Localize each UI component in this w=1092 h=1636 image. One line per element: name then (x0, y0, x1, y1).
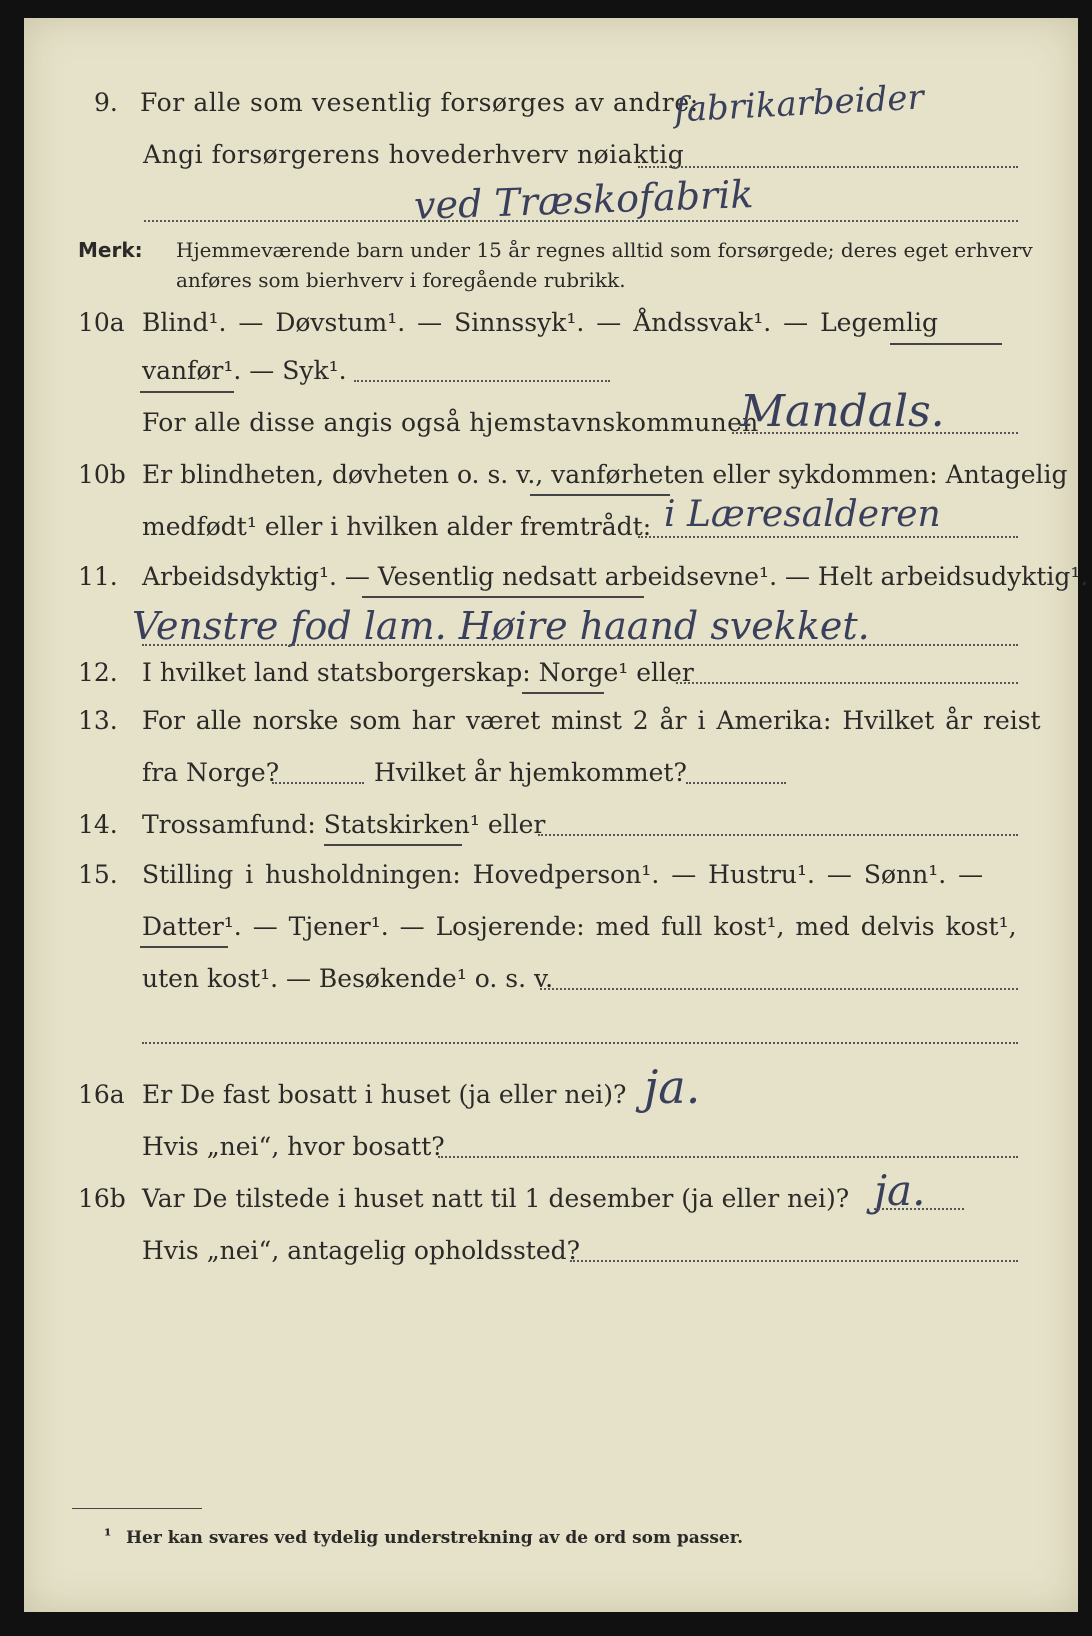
answer-underline (890, 343, 1002, 345)
answer-line (638, 166, 1018, 168)
question-11-number: 11. (78, 562, 118, 591)
question-9-line1: For alle som vesentlig forsørges av andre: (140, 88, 699, 117)
answer-line (570, 1260, 1018, 1262)
question-13-line1: For alle norske som har været minst 2 år i Amerika: Hvilket år reist (142, 706, 1041, 735)
question-9-number: 9. (94, 88, 118, 117)
question-11-line1: Arbeidsdyktig¹. — Vesentlig nedsatt arbeidsevne¹. — Helt arbeidsudyktig¹. (142, 562, 1089, 591)
question-16b-line2: Hvis „nei“, antagelig opholdssted? (142, 1236, 581, 1265)
answer-line (638, 536, 1018, 538)
question-16a-line2: Hvis „nei“, hvor bosatt? (142, 1132, 445, 1161)
question-15-line1: Stilling i husholdningen: Hovedperson¹. — Hustru¹. — Sønn¹. — (142, 860, 984, 889)
question-16b-answer: ja. (874, 1166, 926, 1215)
footnote-mark: ¹ (104, 1526, 112, 1546)
question-15-line3: uten kost¹. — Besøkende¹ o. s. v. (142, 964, 554, 993)
answer-line (686, 782, 786, 784)
answer-underline (530, 494, 670, 496)
answer-line (272, 782, 364, 784)
question-10a-number: 10a (78, 308, 125, 337)
question-16a-answer: ja. (644, 1060, 701, 1114)
answer-underline (324, 844, 462, 846)
question-14-line1: Trossamfund: Statskirken¹ eller (142, 810, 546, 839)
question-13-line2b: Hvilket år hjemkommet? (374, 758, 687, 787)
question-10b-number: 10b (78, 460, 126, 489)
census-form-page (24, 18, 1089, 1612)
question-10b-answer: i Læresalderen (664, 494, 941, 535)
question-9-answer-workplace: ved Træskofabrik (413, 172, 755, 228)
question-10b-line2: medfødt¹ eller i hvilken alder fremtrådt: (142, 512, 652, 541)
answer-line (676, 682, 1018, 684)
answer-line (538, 834, 1018, 836)
question-9-line2: Angi forsørgerens hovederhverv nøiaktig (143, 140, 685, 169)
question-16b-line1: Var De tilstede i huset natt til 1 desember (ja eller nei)? (142, 1184, 850, 1213)
question-12-number: 12. (78, 658, 118, 687)
question-10a-line2: vanfør¹. — Syk¹. (142, 356, 347, 385)
answer-line (144, 220, 1018, 222)
footnote-rule (72, 1508, 202, 1509)
answer-line (142, 1042, 1018, 1044)
question-10a-line1: Blind¹. — Døvstum¹. — Sinnssyk¹. — Åndssvak¹. — Legemlig (142, 308, 938, 337)
answer-underline (362, 596, 644, 598)
question-16a-number: 16a (78, 1080, 125, 1109)
question-15-line2: Datter¹. — Tjener¹. — Losjerende: med full kost¹, med delvis kost¹, (142, 912, 1017, 941)
question-14-number: 14. (78, 810, 118, 839)
question-16a-line1: Er De fast bosatt i huset (ja eller nei)? (142, 1080, 627, 1109)
answer-line (540, 988, 1018, 990)
question-10b-line1: Er blindheten, døvheten o. s. v., vanførheten eller sykdommen: Antagelig (142, 460, 1068, 489)
question-10a-answer: Mandals. (740, 386, 945, 437)
answer-underline (140, 391, 234, 393)
question-13-line2a: fra Norge? (142, 758, 280, 787)
question-10a-line3: For alle disse angis også hjemstavnskommunen (142, 408, 759, 437)
answer-line (142, 644, 1018, 646)
answer-underline (140, 946, 228, 948)
answer-line (354, 380, 610, 382)
note-label: Merk: (78, 238, 143, 262)
question-12-line1: I hvilket land statsborgerskap: Norge¹ eller (142, 658, 694, 687)
question-11-answer: Venstre fod lam. Høire haand svekket. (132, 604, 870, 648)
question-16b-number: 16b (78, 1184, 126, 1213)
note-line2: anføres som bierhverv i foregående rubrikk. (176, 268, 626, 292)
question-15-number: 15. (78, 860, 118, 889)
answer-line (732, 432, 1018, 434)
answer-underline (522, 692, 604, 694)
question-13-number: 13. (78, 706, 118, 735)
question-9-answer-occupation: fabrikarbeider (673, 77, 925, 131)
note-line1: Hjemmeværende barn under 15 år regnes alltid som forsørgede; deres eget erhverv (176, 238, 1033, 262)
answer-line (874, 1208, 964, 1210)
answer-line (438, 1156, 1018, 1158)
footnote-text: Her kan svares ved tydelig understrekning av de ord som passer. (126, 1528, 744, 1548)
